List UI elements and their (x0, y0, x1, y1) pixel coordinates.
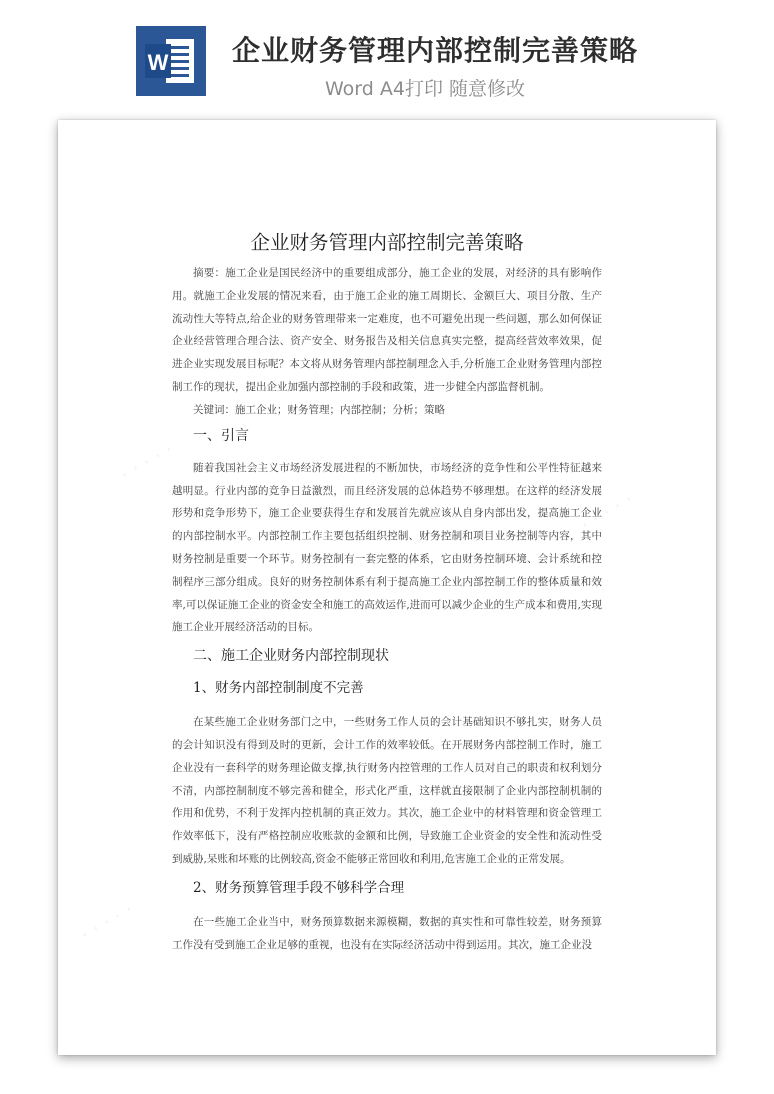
header-subtitle: Word A4打印 随意修改 (325, 78, 526, 100)
watermark: · · · · · (575, 487, 638, 537)
subsection-1-paragraph: 在某些施工企业财务部门之中，一些财务工作人员的会计基础知识不够扎实，财务人员的会计知识没有得到及时的更新，会计工作的效率较低。在开展财务内部控制工作时，施工企业没有一套科学的财务理论做支撑,执行财务内控管理的工作人员对自己的职责和权利划分不清，内部控制制度不够完善和健全，形式化严重，这样就直接限制了企业内部控制机制的作用和优势，不利于发挥内控机制的真正效力。其次，施工企业中的材料管理和资金管理工作效率低下，没有严格控制应收账款的金额和比例，导致施工企业资金的安全性和流动性受到威胁,呆账和坏账的比例较高,资金不能够正常回收和利用,危害施工企业的正常发展。 (172, 716, 602, 865)
watermark: · · · · · (75, 897, 138, 947)
intro-paragraph: 随着我国社会主义市场经济发展进程的不断加快，市场经济的竞争性和公平性特征越来越明显。行业内部的竞争日益激烈，而且经济发展的总体趋势不够理想。在这样的经济发展形势和竞争形势下，施工企业要获得生存和发展首先就应该从自身内部出发，提高施工企业的内部控制水平。内部控制工作主要包括组织控制、财务控制和项目业务控制等内容，其中财务控制是重要一个环节。财务控制有一套完整的体系，它由财务控制环境、会计系统和控制程序三部分组成。良好的财务控制体系有利于提高施工企业内部控制工作的整体质量和效率,可以保证施工企业的资金安全和施工的高效运作,进而可以减少企业的生产成本和费用,实现施工企业开展经济活动的目标。 (172, 461, 603, 634)
subsection-heading-2: 2、财务预算管理手段不够科学合理 (193, 879, 405, 896)
logo-letter: W (147, 50, 169, 75)
subsection-heading-1: 1、财务内部控制制度不完善 (193, 680, 364, 697)
abstract-paragraph: 摘要：施工企业是国民经济中的重要组成部分，施工企业的发展，对经济的具有影响作用。就施工企业发展的情况来看，由于施工企业的施工周期长、金额巨大、项目分散、生产流动性大等特点,给企业的财务管理带来一定难度，也不可避免出现一些问题，那么如何保证企业经营管理合理合法、资产安全、财务报告及相关信息真实完整，提高经营效率效果，促进企业实现发展目标呢？本文将从财务管理内部控制理念入手,分析施工企业财务管理内部控制工作的现状，提出企业加强内部控制的手段和政策，进一步健全内部监督机制。 (172, 267, 602, 393)
document-page (58, 120, 716, 1055)
keywords-line: 关键词：施工企业；财务管理；内部控制；分析；策略 (193, 403, 445, 416)
header-title: 企业财务管理内部控制完善策略 (232, 34, 639, 67)
document-body (172, 224, 602, 956)
section-heading-intro: 一、引言 (193, 427, 249, 444)
watermark: · · · · · (115, 437, 178, 487)
document-title: 企业财务管理内部控制完善策略 (250, 231, 524, 254)
section-heading-status: 二、施工企业财务内部控制现状 (193, 648, 389, 665)
subsection-2-paragraph: 在一些施工企业当中，财务预算数据来源模糊，数据的真实性和可靠性较差，财务预算工作没有受到施工企业足够的重视，也没有在实际经济活动中得到运用。其次，施工企业没 (172, 915, 602, 951)
word-document-icon (136, 26, 206, 96)
page-header (0, 0, 774, 115)
